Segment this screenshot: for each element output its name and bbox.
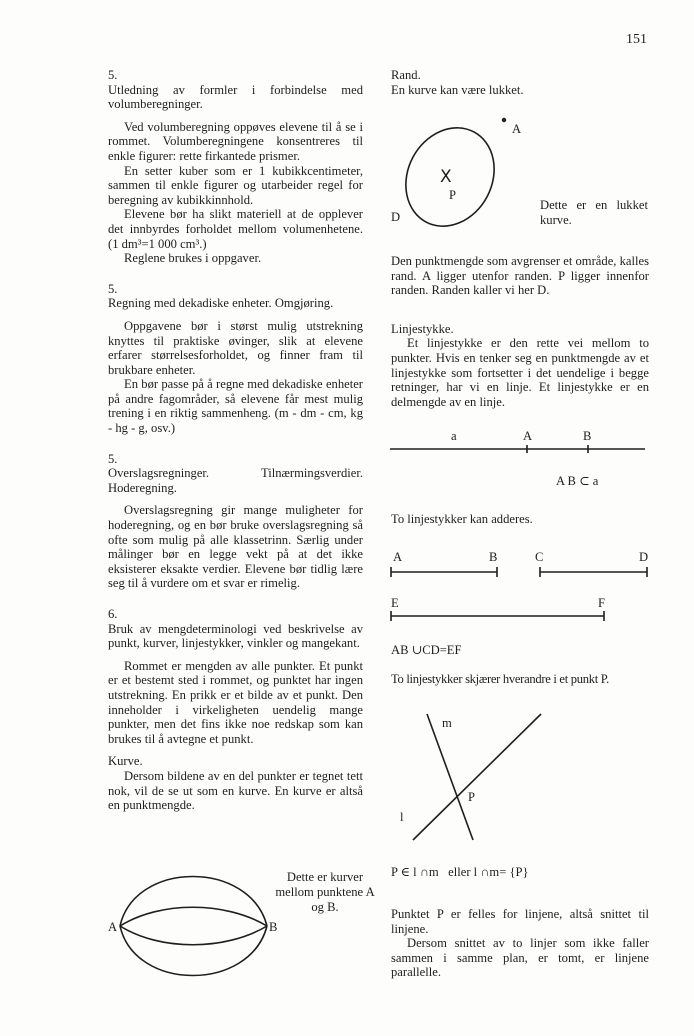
paragraph: Den punktmengde som avgrenser et område, kalles rand. A ligger utenfor randen. P ligger innenfor randen. Randen kaller vi her D. bbox=[391, 254, 649, 298]
paragraph: Oppgavene bør i størst mulig utstrekning knyttes til praktiske øvinger, slik at elevene erfarer størrelsesforholdet, og finner fram til brukbare enheter. bbox=[108, 318, 363, 377]
line-figure bbox=[390, 440, 650, 460]
figure-caption: Dette er en lukket kurve. bbox=[540, 198, 648, 227]
segment-addition-figure bbox=[390, 562, 652, 622]
line-label-m: m bbox=[442, 716, 452, 730]
figure-caption: Dette er kurver mellom punktene A og B. bbox=[275, 870, 375, 914]
point-label-a: A bbox=[512, 122, 522, 136]
subheading-rand: Rand. bbox=[391, 68, 421, 82]
union-expression: AB ∪CD=EF bbox=[391, 643, 462, 657]
paragraph: Elevene bør ha slikt materiell at de opplever det innbyrdes forholdet mellom volumenhetene. (1 dm³=1 000 cm³.) bbox=[108, 207, 363, 251]
section-number: 5. bbox=[108, 68, 118, 82]
rand-heading bbox=[391, 68, 649, 97]
section-number: 5. bbox=[108, 281, 118, 296]
subheading-linjestykke: Linjestykke. bbox=[391, 321, 454, 336]
curve-label-d: D bbox=[391, 210, 401, 224]
point-label-p: P bbox=[449, 188, 457, 202]
subheading-kurve: Kurve. bbox=[108, 754, 143, 769]
segment-label-a: A bbox=[393, 550, 403, 564]
segment-label-d: D bbox=[639, 550, 649, 564]
section-number: 5. bbox=[108, 451, 118, 466]
section-title: Overslagsregninger. Tilnærmingsverdier. Hoderegning. bbox=[108, 466, 363, 495]
point-label-p: P bbox=[468, 790, 476, 804]
closed-curve-figure bbox=[400, 112, 520, 230]
section-title: Bruk av mengdeterminologi ved beskrivelse av punkt, kurver, linjestykker, vinkler og mangekant. bbox=[108, 621, 363, 651]
point-label-b: B bbox=[269, 920, 278, 934]
segment-label-e: E bbox=[391, 596, 399, 610]
paragraph: Dersom bildene av en del punkter er tegnet tett nok, vil de se ut som en kurve. En kurve er altså en punktmengde. bbox=[108, 768, 363, 813]
add-text: To linjestykker kan adderes. bbox=[391, 512, 533, 526]
section-title: Utledning av formler i forbindelse med volumberegninger. bbox=[108, 82, 363, 112]
intersection-expression: P ∈ l ∩m eller l ∩m= {P} bbox=[391, 865, 529, 879]
cross-text: To linjestykker skjærer hverandre i et punkt P. bbox=[391, 672, 609, 686]
paragraph: Overslagsregning gir mange muligheter for hoderegning, og en bør bruke overslagsregning så ofte som mulig på alle klassetrinn. Særlig under målinger bør en legge vekt på at det ikke eksisterer eksakte verdier. Elevene bør tidlig lære seg til å vurdere om et svar er rimelig. bbox=[108, 503, 363, 591]
paragraph: Ved volumberegning oppøves elevene til å se i rommet. Volumberegningene konsentreres til enkle figurer: rette firkantede prismer. bbox=[108, 119, 363, 163]
point-label-a: A bbox=[108, 920, 118, 934]
cross-mark: X bbox=[440, 167, 452, 187]
rand-text bbox=[391, 254, 649, 409]
left-column bbox=[108, 68, 363, 813]
section-title: Regning med dekadiske enheter. Omgjøring. bbox=[108, 296, 334, 311]
segment-label-b: B bbox=[489, 550, 498, 564]
segment-label-f: F bbox=[598, 596, 606, 610]
paragraph: Reglene brukes i oppgaver. bbox=[124, 251, 262, 266]
subset-expression: A B ⊂ a bbox=[556, 474, 599, 488]
paragraph: Punktet P er felles for linjene, altså snittet til linjene. bbox=[391, 907, 649, 936]
closing-text bbox=[391, 907, 649, 980]
segment-label-c: C bbox=[535, 550, 544, 564]
line-label-a: a bbox=[451, 429, 457, 443]
paragraph: Dersom snittet av to linjer som ikke faller sammen i samme plan, er tomt, er linjene parallelle. bbox=[391, 936, 649, 980]
curves-figure bbox=[105, 868, 285, 978]
line-label-l: l bbox=[400, 810, 404, 824]
paragraph: En bør passe på å regne med dekadiske enheter på andre fagområder, så elevene får mest mulig trening i en riktig sammenheng. (m - dm - cm, kg - hg - g, osv.) bbox=[108, 377, 363, 436]
point-label-a: A bbox=[523, 429, 533, 443]
paragraph: En kurve kan være lukket. bbox=[391, 82, 524, 97]
paragraph: Et linjestykke er den rette vei mellom to punkter. Hvis en tenker seg en punktmengde av et linjestykke som fortsetter i det uendelige i begge retninger, har vi en linje. Et linjestykke er en delmengde av en linje. bbox=[391, 336, 649, 409]
paragraph: Rommet er mengden av alle punkter. Et punkt er et bestemt sted i rommet, og punktet har ingen utstrekning. En prikk er et bilde av et punkt. Den inneholder i virkeligheten uendelig mange punkter, men det fins ikke noe redskap som kan brukes til å avtegne et punkt. bbox=[108, 658, 363, 746]
point-label-b: B bbox=[583, 429, 592, 443]
intersecting-lines-figure bbox=[410, 712, 550, 852]
paragraph: En setter kuber som er 1 kubikkcentimeter, sammen til enkle figurer og utarbeider regel for beregning av kubikkinnhold. bbox=[108, 163, 363, 207]
section-number: 6. bbox=[108, 607, 118, 621]
page-number: 151 bbox=[626, 32, 647, 47]
